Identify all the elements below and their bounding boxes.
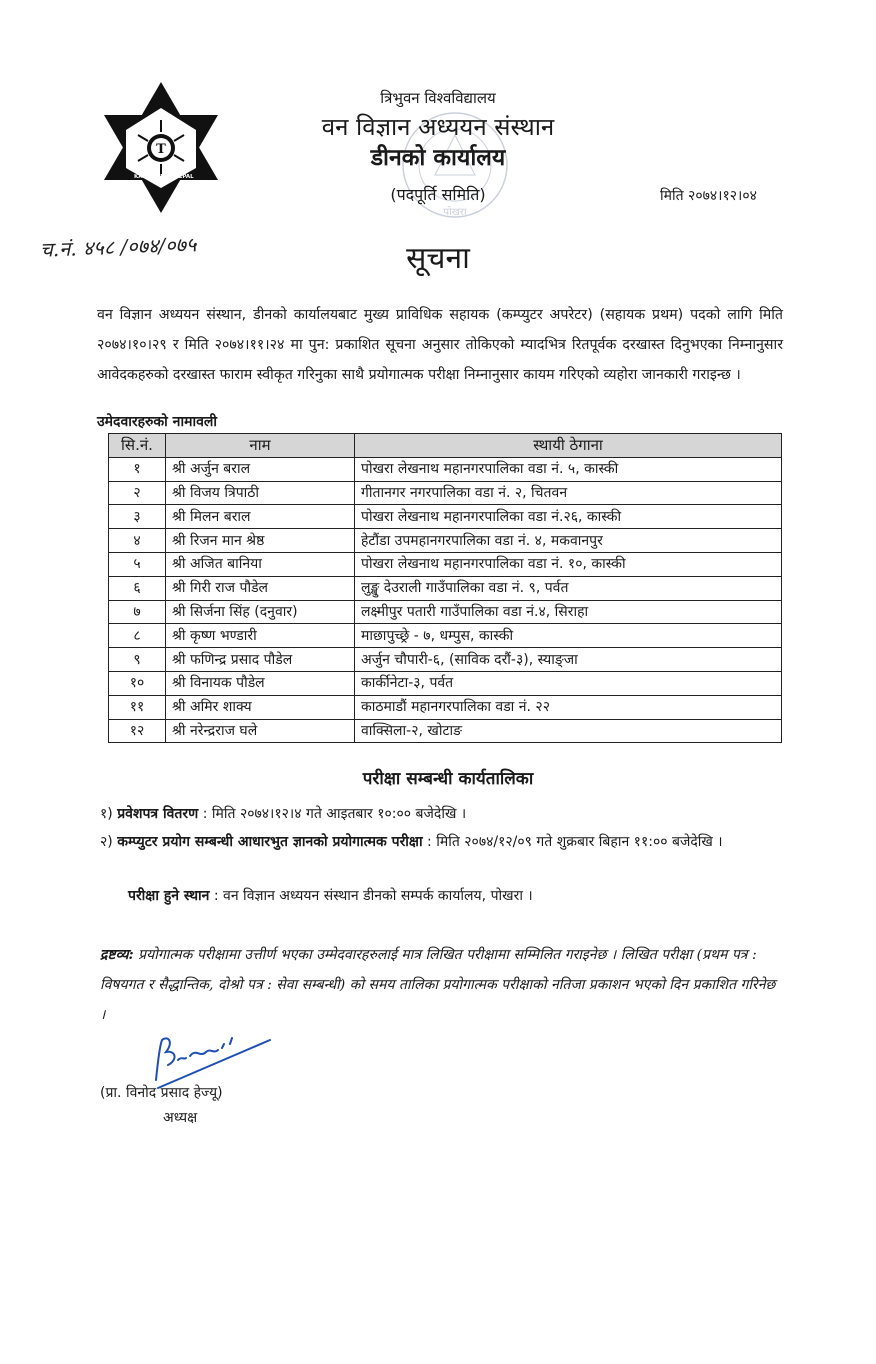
address-cell: गीतानगर नगरपालिका वडा नं. २, चितवन — [355, 481, 782, 505]
table-row — [109, 648, 782, 672]
schedule-item-label: कम्प्युटर प्रयोग सम्बन्धी आधारभुत ज्ञानको प्रयोगात्मक परीक्षा — [117, 834, 423, 850]
signatory-name: (प्रा. विनोद प्रसाद हेज्यू) — [100, 1085, 223, 1101]
serial-cell: १० — [109, 671, 166, 695]
table-header-row — [109, 434, 782, 458]
schedule-item-text: : मिति २०७४/१२/०९ गते शुक्रबार बिहान ११:०० बजेदेखि । — [427, 834, 723, 850]
schedule-item-practical-exam — [100, 829, 784, 856]
serial-cell: ५ — [109, 552, 166, 576]
serial-cell: ३ — [109, 505, 166, 529]
exam-venue-text: : वन विज्ञान अध्ययन संस्थान डीनको सम्पर्क कार्यालय, पोखरा । — [213, 888, 533, 904]
serial-cell: १ — [109, 457, 166, 481]
university-name: त्रिभुवन विश्वविद्यालय — [380, 89, 496, 107]
address-cell: पोखरा लेखनाथ महानगरपालिका वडा नं. १०, कास्की — [355, 552, 782, 576]
signatory-role: अध्यक्ष — [163, 1110, 198, 1126]
schedule-item-label: प्रवेशपत्र वितरण — [117, 806, 199, 822]
schedule-item-admit-card — [100, 801, 784, 828]
table-row — [109, 505, 782, 529]
stamp-text: पोखरा — [443, 207, 467, 218]
candidate-table — [108, 433, 782, 743]
name-cell: श्री फणिन्द्र प्रसाद पौडेल — [166, 648, 355, 672]
column-header-name: नाम — [166, 434, 355, 458]
table-row — [109, 719, 782, 743]
institute-name: वन विज्ञान अध्ययन संस्थान — [321, 113, 555, 141]
serial-cell: ९ — [109, 648, 166, 672]
office-name: डीनको कार्यालय — [370, 145, 506, 171]
table-row — [109, 600, 782, 624]
table-row — [109, 457, 782, 481]
name-cell: श्री नरेन्द्रराज घले — [166, 719, 355, 743]
note-label: द्रष्टव्य: — [100, 947, 134, 963]
table-row — [109, 576, 782, 600]
column-header-address: स्थायी ठेगाना — [355, 434, 782, 458]
address-cell: लुङ्खु देउराली गाउँपालिका वडा नं. ९, पर्वत — [355, 576, 782, 600]
name-cell: श्री अमिर शाक्य — [166, 695, 355, 719]
logo-text-kathmandu: KATHMANDU, — [134, 174, 176, 180]
column-header-serial: सि.नं. — [109, 434, 166, 458]
address-cell: अर्जुन चौपारी-६, (साविक दरौं-३), स्याङ्जा — [355, 648, 782, 672]
serial-cell: १२ — [109, 719, 166, 743]
name-cell: श्री विजय त्रिपाठी — [166, 481, 355, 505]
serial-cell: ४ — [109, 529, 166, 553]
candidate-list-title: उमेदवारहरुको नामावली — [97, 414, 217, 430]
name-cell: श्री रिजन मान श्रेष्ठ — [166, 529, 355, 553]
serial-cell: ६ — [109, 576, 166, 600]
schedule-item-number: २) — [100, 834, 113, 850]
svg-text:T: T — [156, 142, 166, 157]
table-row — [109, 624, 782, 648]
exam-venue-label: परीक्षा हुने स्थान — [128, 888, 210, 904]
name-cell: श्री विनायक पौडेल — [166, 671, 355, 695]
table-row — [109, 695, 782, 719]
address-cell: हेटौंडा उपमहानगरपालिका वडा नं. ४, मकवानपुर — [355, 529, 782, 553]
table-row — [109, 481, 782, 505]
table-row — [109, 552, 782, 576]
schedule-item-text: : मिति २०७४।१२।४ गते आइतबार १०:०० बजेदेखि । — [202, 806, 467, 822]
name-cell: श्री अर्जुन बराल — [166, 457, 355, 481]
signature-icon — [148, 1030, 278, 1090]
serial-cell: ७ — [109, 600, 166, 624]
notice-intro-paragraph: वन विज्ञान अध्ययन संस्थान, डीनको कार्यालयबाट मुख्य प्राविधिक सहायक (कम्प्युटर अपरेटर) (सहायक प्रथम) पदको लागि मिति २०७४।१०।२९ र मिति २०७४।११।२४ मा पुन: प्रकाशित सूचना अनुसार तोकिएको म्यादभित्र रितपूर्वक दरखास्त दिनुभएका निम्नानुसार आवेदकहरुको दरखास्त फाराम स्वीकृत गरिनुका साथै प्रयोगात्मक परीक्षा निम्नानुसार कायम गरिएको व्यहोरा जानकारी गराइन्छ । — [97, 307, 783, 383]
notice-title: सूचना — [406, 241, 470, 276]
schedule-title: परीक्षा सम्बन्धी कार्यतालिका — [362, 769, 534, 789]
name-cell: श्री गिरी राज पौडेल — [166, 576, 355, 600]
name-cell: श्री मिलन बराल — [166, 505, 355, 529]
name-cell: श्री कृष्ण भण्डारी — [166, 624, 355, 648]
table-row — [109, 529, 782, 553]
notice-date: मिति २०७४।१२।०४ — [660, 188, 757, 204]
serial-cell: ८ — [109, 624, 166, 648]
serial-cell: ११ — [109, 695, 166, 719]
exam-venue — [128, 883, 784, 910]
table-row — [109, 671, 782, 695]
address-cell: लक्ष्मीपुर पतारी गाउँपालिका वडा नं.४, सिराहा — [355, 600, 782, 624]
address-cell: वाक्सिला-२, खोटाङ — [355, 719, 782, 743]
note-paragraph — [100, 940, 784, 1030]
committee-name: (पदपूर्ति समिति) — [390, 185, 486, 204]
address-cell: कार्कीनेटा-३, पर्वत — [355, 671, 782, 695]
logo-text-nepal: NEPAL — [174, 174, 194, 180]
address-cell: माछापुच्छ्रे - ७, धम्पुस, कास्की — [355, 624, 782, 648]
schedule-item-number: १) — [100, 806, 113, 822]
handwritten-reference-number: च.नं. ४५८ /०७४/०७५ — [39, 232, 197, 262]
candidate-table-body — [109, 457, 782, 743]
name-cell: श्री अजित बानिया — [166, 552, 355, 576]
address-cell: पोखरा लेखनाथ महानगरपालिका वडा नं.२६, कास्की — [355, 505, 782, 529]
name-cell: श्री सिर्जना सिंह (दनुवार) — [166, 600, 355, 624]
address-cell: पोखरा लेखनाथ महानगरपालिका वडा नं. ५, कास्की — [355, 457, 782, 481]
serial-cell: २ — [109, 481, 166, 505]
note-text: प्रयोगात्मक परीक्षामा उत्तीर्ण भएका उम्मेदवारहरुलाई मात्र लिखित परीक्षामा सम्मिलित गराइनेछ । लिखित परीक्षा (प्रथम पत्र : विषयगत र सैद्धान्तिक, दोश्रो पत्र : सेवा सम्बन्धी) को समय तालिका प्रयोगात्मक परीक्षाको नतिजा प्रकाशन भएको दिन प्रकाशित गरिनेछ । — [100, 947, 776, 1023]
address-cell: काठमाडौं महानगरपालिका वडा नं. २२ — [355, 695, 782, 719]
